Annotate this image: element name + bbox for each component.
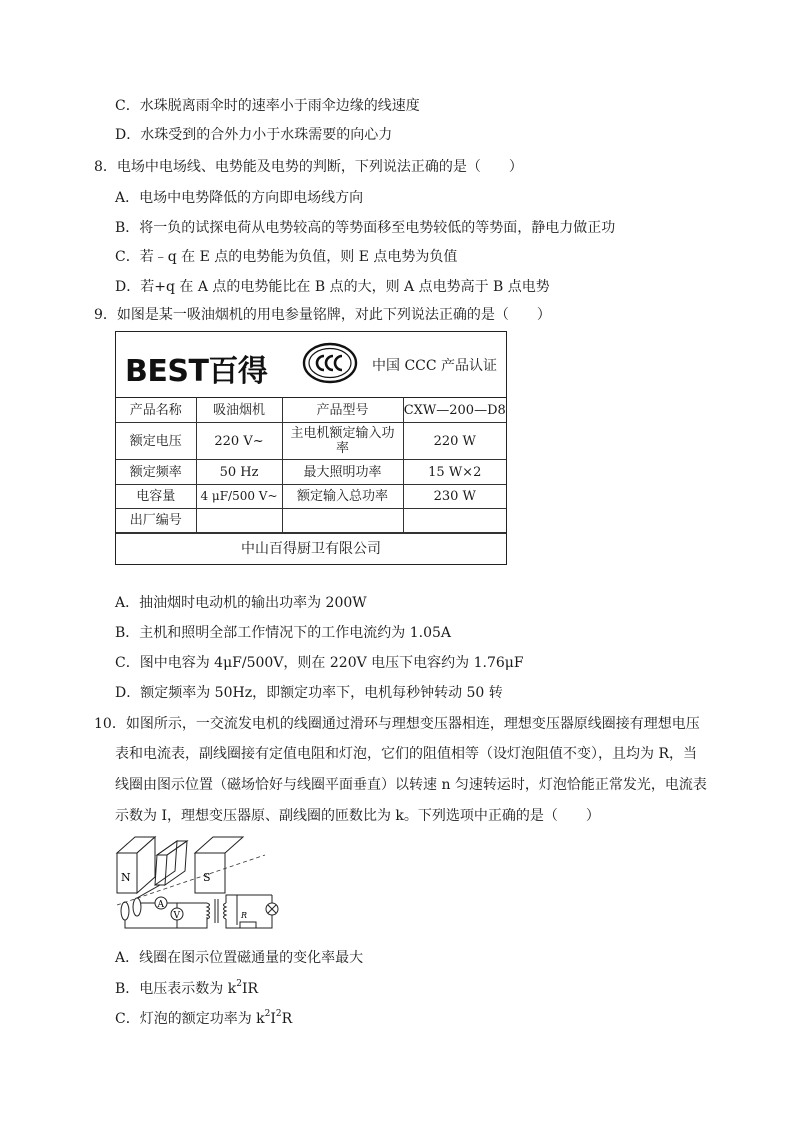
- spec-cell: 50 Hz: [196, 460, 282, 485]
- spec-row: [116, 460, 506, 485]
- generator-circuit-diagram: [115, 833, 280, 933]
- q10-option-c-exponent2: 2: [275, 1009, 282, 1020]
- spec-cell: [196, 509, 282, 533]
- south-pole-label: S: [203, 871, 211, 884]
- q10-option-b-text: B．电压表示数为 k: [115, 981, 237, 997]
- spec-cell: 4 μF/500 V~: [196, 485, 282, 509]
- q10-option-c-current: I: [270, 1011, 276, 1027]
- q10-stem-line1: 10．如图所示，一交流发电机的线圈通过滑环与理想变压器相连，理想变压器原线圈接有理想电压: [94, 716, 700, 732]
- q8-option-c: C．若﹣q 在 E 点的电势能为负值，则 E 点电势为负值: [115, 249, 458, 265]
- q10-option-c-exponent1: 2: [264, 1009, 271, 1020]
- spec-cell: 出厂编号: [116, 509, 196, 533]
- brand-logo: BEST百得: [125, 354, 268, 389]
- spec-cell: 额定电压: [116, 423, 196, 460]
- spec-cell: 220 V~: [196, 423, 282, 460]
- q10-option-c: [115, 1009, 292, 1029]
- q10-option-c-text: C．灯泡的额定功率为 k: [115, 1011, 265, 1027]
- q9-stem: 9．如图是某一吸油烟机的用电参量铭牌，对此下列说法正确的是（ ）: [94, 307, 551, 323]
- q8-option-d: D．若+q 在 A 点的电势能比在 B 点的大，则 A 点电势高于 B 点电势: [115, 279, 550, 295]
- q9-option-d: D．额定频率为 50Hz，即额定功率下，电机每秒钟转动 50 转: [115, 685, 503, 701]
- north-pole-label: N: [121, 871, 131, 884]
- nameplate-header: [116, 332, 506, 397]
- spec-cell: [282, 509, 403, 533]
- spec-cell: 主电机额定输入功率: [282, 423, 403, 460]
- manufacturer-name: 中山百得厨卫有限公司: [116, 533, 506, 565]
- spec-cell: 额定输入总功率: [282, 485, 403, 509]
- spec-row: [116, 485, 506, 509]
- q10-option-c-suffix: R: [281, 1011, 293, 1027]
- q10-stem-line2: 表和电流表，副线圈接有定值电阻和灯泡，它们的阻值相等（设灯泡阻值不变），且均为 R，当: [115, 746, 697, 762]
- voltmeter-label: V: [173, 911, 180, 921]
- q10-stem-line3: 线圈由图示位置（磁场恰好与线圈平面垂直）以转速 n 匀速转运时，灯泡恰能正常发光，电流表: [115, 777, 707, 793]
- spec-cell: 15 W×2: [403, 460, 506, 485]
- spec-row: [116, 398, 506, 423]
- q9-option-a: A．抽油烟时电动机的输出功率为 200W: [115, 595, 367, 611]
- spec-cell: [403, 509, 506, 533]
- spec-cell: 230 W: [403, 485, 506, 509]
- spec-row: [116, 509, 506, 533]
- q10-option-b-exponent: 2: [236, 979, 242, 990]
- q9-option-c: C．图中电容为 4μF/500V，则在 220V 电压下电容约为 1.76μF: [115, 655, 524, 671]
- q8-option-b: B．将一负的试探电荷从电势较高的等势面移至电势较低的等势面，静电力做正功: [115, 220, 616, 236]
- spec-cell: 电容量: [116, 485, 196, 509]
- spec-row: [116, 423, 506, 460]
- spec-cell: 最大照明功率: [282, 460, 403, 485]
- ammeter-label: A: [157, 900, 164, 910]
- q9-option-b: B．主机和照明全部工作情况下的工作电流约为 1.05A: [115, 625, 452, 641]
- spec-cell: 220 W: [403, 423, 506, 460]
- q7-option-c: C．水珠脱离雨伞时的速率小于雨伞边缘的线速度: [115, 98, 420, 114]
- q10-option-a: A．线圈在图示位置磁通量的变化率最大: [115, 950, 364, 966]
- q7-option-d: D．水珠受到的合外力小于水珠需要的向心力: [115, 127, 393, 143]
- resistor-label: R: [241, 911, 248, 920]
- ccc-logo-icon: [302, 342, 358, 384]
- spec-cell: 产品型号: [282, 398, 403, 423]
- spec-cell: 额定频率: [116, 460, 196, 485]
- spec-cell: 产品名称: [116, 398, 196, 423]
- q8-option-a: A．电场中电势降低的方向即电场线方向: [115, 190, 364, 206]
- q10-option-b: [115, 979, 258, 999]
- nameplate: [115, 331, 507, 565]
- spec-cell: 吸油烟机: [196, 398, 282, 423]
- q8-stem: 8．电场中电场线、电势能及电势的判断，下列说法正确的是（ ）: [94, 159, 523, 175]
- spec-table: [116, 397, 506, 533]
- q10-stem-line4: 示数为 I，理想变压器原、副线圈的匝数比为 k。下列选项中正确的是（ ）: [115, 808, 600, 824]
- q10-option-b-suffix: IR: [241, 981, 259, 997]
- spec-cell: CXW—200—D8: [403, 398, 506, 423]
- certification-text: 中国 CCC 产品认证: [372, 358, 498, 374]
